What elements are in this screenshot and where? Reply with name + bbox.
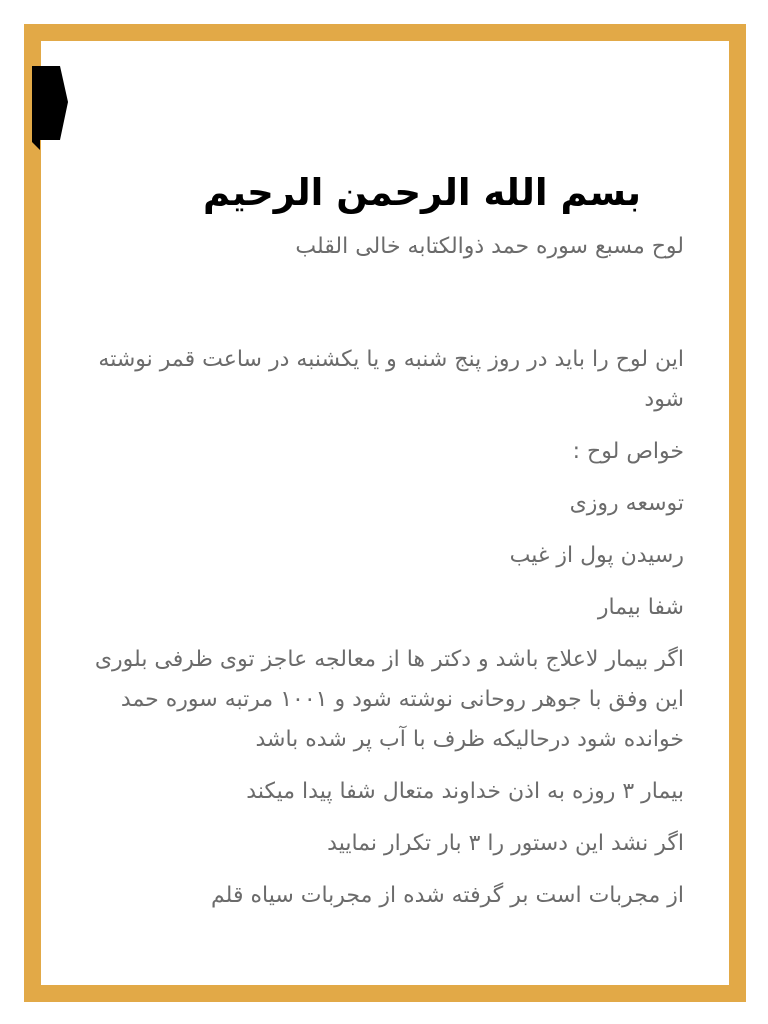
paragraph-property-healing: شفا بیمار — [597, 595, 684, 620]
page-title: بسم الله الرحمن الرحیم — [202, 171, 642, 214]
page-subtitle: لوح مسبع سوره حمد ذوالکتابه خالی القلب — [295, 234, 684, 259]
paragraph-property-sustenance: توسعه روزی — [569, 491, 684, 516]
paragraph-repeat: اگر نشد این دستور را ۳ بار تکرار نمایید — [327, 831, 684, 856]
paragraph-healing-method: اگر بیمار لاعلاج باشد و دکتر ها از معالجه عاجز توی ظرفی بلوری این وفق با جوهر روحانی نوشته شود و ۱۰۰۱ مرتبه سوره حمد خوانده شود درحالیکه ظرف با آب پر شده باشد — [94, 647, 684, 752]
paragraph-property-money: رسیدن پول از غیب — [509, 543, 684, 568]
paragraph-properties-heading: خواص لوح : — [572, 439, 684, 464]
paragraph-healing-result: بیمار ۳ روزه به اذن خداوند متعال شفا پیدا میکند — [246, 779, 684, 804]
document-content — [80, 150, 684, 916]
paragraph-source: از مجربات است بر گرفته شده از مجربات سیاه قلم — [211, 883, 684, 908]
bookmark-icon — [32, 66, 68, 150]
paragraph-instruction: این لوح را باید در روز پنج شنبه و یا یکشنبه در ساعت قمر نوشته شود — [98, 347, 684, 412]
